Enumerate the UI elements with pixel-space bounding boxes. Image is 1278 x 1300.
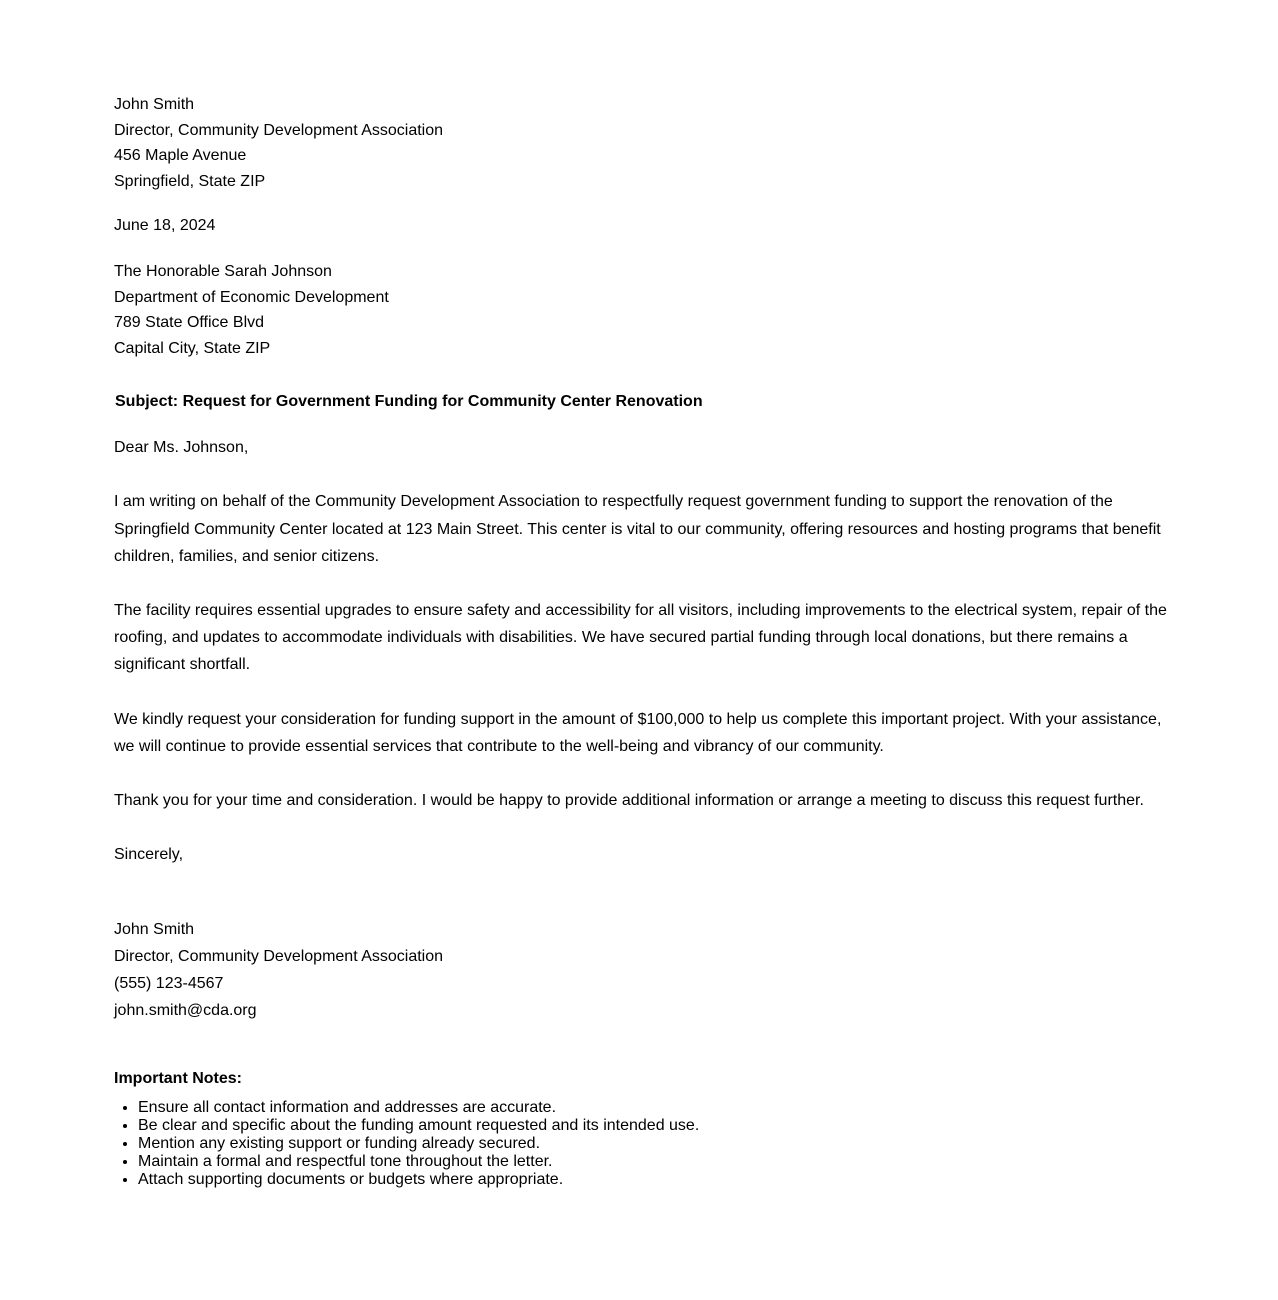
letter-date: June 18, 2024 — [114, 217, 216, 235]
recipient-name: The Honorable Sarah Johnson — [114, 262, 332, 280]
sender-address-line2: Springfield, State ZIP — [114, 172, 266, 190]
recipient-address-line2: Capital City, State ZIP — [114, 339, 271, 357]
notes-list — [114, 1099, 1174, 1189]
closing: Sincerely, — [114, 846, 184, 864]
list-item: • Mention any existing support or funding already secured. — [138, 1135, 1174, 1153]
notes-title: Important Notes: — [114, 1069, 242, 1087]
list-item: • Ensure all contact information and addresses are accurate. — [138, 1099, 1174, 1117]
signature-block — [114, 916, 1174, 1024]
list-item: • Maintain a formal and respectful tone throughout the letter. — [138, 1153, 1174, 1171]
sender-name: John Smith — [114, 96, 195, 113]
sender-block — [114, 92, 1174, 194]
recipient-address-line1: 789 State Office Blvd — [114, 314, 265, 332]
sender-title: Director, Community Development Association — [114, 121, 444, 139]
greeting: Dear Ms. Johnson, — [114, 439, 249, 457]
body-paragraph-2: The facility requires essential upgrades to ensure safety and accessibility for all visitors, including improvements to the electrical system, repair of the roofing, and updates to accommodate individuals with disabilities. We have secured partial funding through local donations, but there remains a significant shortfall. — [114, 601, 1167, 674]
signature-email: john.smith@cda.org — [114, 1002, 257, 1020]
recipient-department: Department of Economic Development — [114, 288, 389, 306]
body-paragraph-3: We kindly request your consideration for funding support in the amount of $100,000 to help us complete this important project. With your assistance, we will continue to provide essential services that contribute to the well-being and vibrancy of our community. — [114, 710, 1162, 755]
list-item: • Be clear and specific about the funding amount requested and its intended use. — [138, 1117, 1174, 1135]
important-notes — [114, 1069, 1174, 1189]
subject-line: Subject: Request for Government Funding for Community Center Renovation — [115, 393, 703, 411]
signature-phone: (555) 123-4567 — [114, 975, 224, 993]
body-paragraph-1: I am writing on behalf of the Community Development Association to respectfully request government funding to support the renovation of the Springfield Community Center located at 123 Main Street. This center is vital to our community, offering resources and hosting programs that benefit children, families, and senior citizens. — [114, 493, 1161, 565]
list-item: • Attach supporting documents or budgets where appropriate. — [138, 1171, 1174, 1189]
signature-title: Director, Community Development Association — [114, 948, 444, 966]
signature-name: John Smith — [114, 921, 195, 939]
body-paragraph-4: Thank you for your time and consideration. I would be happy to provide additional information or arrange a meeting to discuss this request further. — [114, 791, 1144, 809]
recipient-block — [114, 259, 1174, 361]
sender-address-line1: 456 Maple Avenue — [114, 147, 247, 165]
